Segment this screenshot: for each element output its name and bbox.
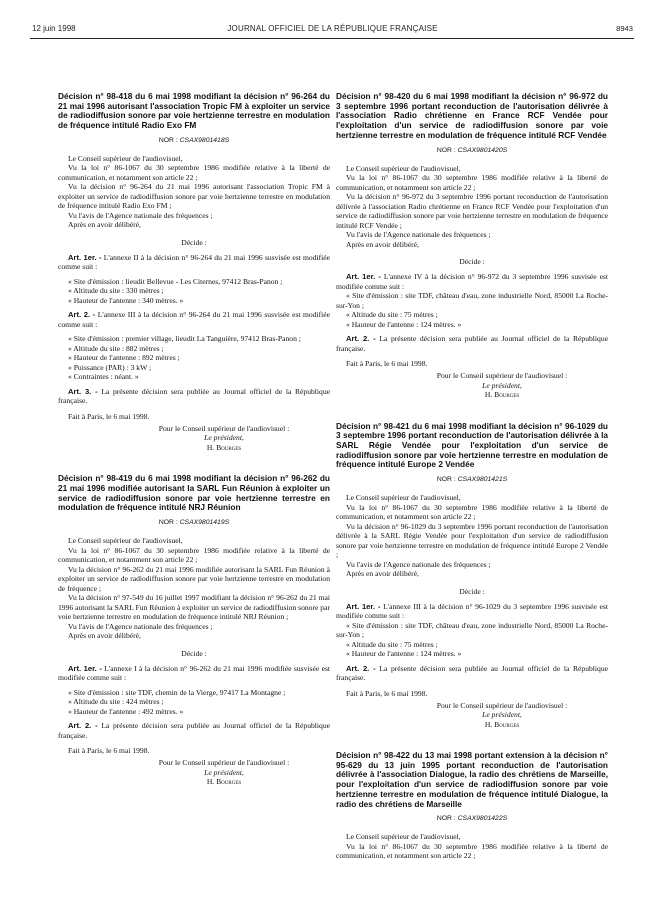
intro-line: Vu la loi n° 86-1067 du 30 septembre 1986 modifiée relative à la liberté de communication, et notamment son article 22 ; [336,841,608,861]
nor-reference [336,147,608,154]
decision-98-422 [336,751,608,861]
intro-line: Vu la décision n° 96-262 du 21 mai 1996 modifiée autorisant la SARL Fun Réunion à exploiter un service de radiodiffusion sonore par voie hertzienne terrestre en modulation de fréquence ; [58,564,330,593]
article-text: L'annexe III à la décision n° 96-264 du 21 mai 1996 susvisée est modifiée comme suit : [58,310,330,329]
article-1 [58,253,330,272]
header-rule [30,38,634,39]
article-item: « Puissance (PAR) : 3 kW ; [68,362,152,372]
intro-line: Le Conseil supérieur de l'audiovisuel, [346,832,461,842]
nor-label: NOR : [158,136,178,144]
signature-name: H. Bourges [484,719,520,729]
article-1 [58,664,330,683]
article-2 [336,664,608,683]
intro-line: Vu la loi n° 86-1067 du 30 septembre 1986 modifiée relative à la liberté de communication, et notamment son article 22 ; [58,545,330,565]
intro-line: Vu la loi n° 86-1067 du 30 septembre 1986 modifiée relative à la liberté de communication, et notamment son article 22 ; [58,163,330,182]
intro-line: Vu l'avis de l'Agence nationale des fréquences ; [68,210,213,220]
intro-line: Après en avoir délibéré, [346,569,419,579]
intro-line: Vu la décision n° 97-549 du 16 juillet 1997 modifiant la décision n° 96-262 du 21 mai 1996 autorisant la SARL Fun Réunion à exploiter un service de radiodiffusion sonore par voie hertzienne terrestre en modulation de fréquence intitulé NRJ Réunion ; [58,593,330,622]
signature-block [336,701,608,730]
article-2 [336,334,608,353]
article-text: La présente décision sera publiée au Journal officiel de la République française. [336,334,608,353]
decision-98-419 [58,474,330,786]
nor-code: CSAX9801419S [179,519,230,527]
article-label: Art. 2. - [68,310,96,320]
signed-date: Fait à Paris, le 6 mai 1998. [68,746,150,756]
article-2 [58,721,330,740]
decision-title: Décision n° 98-422 du 13 mai 1998 portant extension à la décision n° 95-629 du 13 juin 1995 portant reconduction de l'autorisation délivrée à l'association Dialogue, la radio des chrétiens de Marseille, pour l'exploitation d'un service de radiodiffusion sonore par voie hertzienne terrestre en modulation de fréquence intitulé Dialogue, la radio des chrétiens de Marseille [336,750,608,809]
nor-label: NOR : [436,146,456,154]
article-item: « Altitude du site : 330 mètres ; [68,286,164,296]
nor-code: CSAX9801420S [457,146,508,154]
article-text: L'annexe III à la décision n° 96-1029 du 3 septembre 1996 susvisée est modifiée comme suit : [336,601,608,621]
signature-role: Le président, [482,710,522,720]
signature-role: Le président, [204,433,244,443]
decision-title: Décision n° 98-418 du 6 mai 1998 modifiant la décision n° 96-264 du 21 mai 1996 autorisant l'association Tropic FM à exploiter un service de radiodiffusion sonore par voie hertzienne terrestre en modulation de fréquence intitulé Radio Exo FM [58,91,330,131]
article-item: « Altitude du site : 75 mètres ; [346,639,438,649]
signature-role: Le président, [204,767,244,777]
signature-name: H. Bourges [206,442,242,452]
left-column [58,92,330,809]
nor-reference [336,476,608,483]
intro-line: Vu l'avis de l'Agence nationale des fréquences ; [346,559,491,569]
intro-line: Le Conseil supérieur de l'audiovisuel, [68,153,183,163]
decision-title: Décision n° 98-421 du 6 mai 1998 modifiant la décision n° 96-1029 du 3 septembre 1996 portant reconduction de l'autorisation délivrée à la SARL Régie Vendée pour l'exploitation d'un service de radiodiffusion sonore par voie hertzienne terrestre en modulation de fréquence intitulé Europe 2 Vendée [336,420,608,470]
article-label: Art. 2. - [346,334,376,344]
article-label: Art. 1er. - [346,601,381,611]
intro-line: Vu la décision n° 96-264 du 21 mai 1996 autorisant l'association Tropic FM à exploiter un service de radiodiffusion sonore par voie hertzienne terrestre en modulation de fréquence intitulé Radio Exo FM ; [58,182,330,211]
signature-for: Pour le Conseil supérieur de l'audiovisuel : [158,423,290,433]
nor-reference [58,519,330,526]
decision-98-418 [58,92,330,452]
article-label: Art. 1er. - [68,252,102,262]
article-item: « Contraintes : néant. » [68,372,139,382]
decision-98-420 [336,92,608,400]
decision-title: Décision n° 98-419 du 6 mai 1998 modifiant la décision n° 96-262 du 21 mai 1996 modifiée autorisant la SARL Fun Réunion à exploiter un service de radiodiffusion sonore par voie hertzienne terrestre en modulation de fréquence intitulé NRJ Réunion [58,473,330,513]
signature-role: Le président, [482,380,522,390]
signed-date: Fait à Paris, le 6 mai 1998. [346,688,428,698]
signature-name: H. Bourges [206,777,242,787]
decide-heading: Décide : [181,648,207,658]
signed-date: Fait à Paris, le 6 mai 1998. [68,411,150,421]
article-item: « Hauteur de l'antenne : 124 mètres. » [346,649,462,659]
signature-name: H. Bourges [484,390,520,400]
article-item: « Site d'émission : premier village, lieudit La Tanguière, 97412 Bras-Panon ; [68,334,301,344]
decision-title: Décision n° 98-420 du 6 mai 1998 modifiant la décision n° 96-972 du 3 septembre 1996 portant reconduction de l'autorisation délivrée à l'association Radio chrétienne en France RCF Vendée pour l'exploitation d'un service de radiodiffusion sonore par voie hertzienne terrestre en modulation de fréquence intitulé RCF Vendée [336,91,608,140]
article-item: « Altitude du site : 424 mètres ; [68,697,164,707]
article-1 [336,272,608,291]
article-item: « Hauteur de l'antenne : 124 mètres. » [346,319,462,329]
article-label: Art. 2. - [68,721,98,731]
article-text: La présente décision sera publiée au Journal officiel de la République française. [336,663,608,683]
article-1 [336,602,608,621]
article-item: « Hauteur de l'antenne : 492 mètres. » [68,706,184,716]
article-label: Art. 2. - [346,663,376,673]
page-header [0,24,665,36]
decide-heading: Décide : [181,237,207,247]
nor-reference [58,137,330,144]
nor-label: NOR : [158,519,178,527]
article-3 [58,387,330,406]
nor-code: CSAX9801418S [179,136,230,144]
decision-98-421 [336,422,608,730]
article-item: « Altitude du site : 75 mètres ; [346,310,438,320]
article-item: « Site d'émission : lieudit Bellevue - Les Citernes, 97412 Bras-Panon ; [68,276,283,286]
signature-for: Pour le Conseil supérieur de l'audiovisuel : [436,371,568,381]
signature-block [336,371,608,400]
intro-line: Vu la décision n° 96-972 du 3 septembre 1996 portant reconduction de l'autorisation délivrée à l'association Radio chrétienne en France RCF Vendée pour l'exploitation d'un service de radiodiffusion sonore par voie hertzienne terrestre en modulation de fréquence intitulé RCF Vendée ; [336,192,608,230]
nor-label: NOR : [436,476,456,484]
article-text: L'annexe II à la décision n° 96-264 du 21 mai 1996 susvisée est modifiée comme suit : [58,252,331,272]
signature-block [58,758,330,787]
article-item: « Site d'émission : site TDF, château d'eau, zone industrielle Nord, 85000 La Roche-sur-Yon ; [336,620,608,640]
intro-line: Le Conseil supérieur de l'audiovisuel, [346,493,461,503]
article-item: « Site d'émission : site TDF, chemin de la Vierge, 97417 La Montagne ; [68,687,286,697]
nor-reference [336,815,608,822]
intro-line: Le Conseil supérieur de l'audiovisuel, [68,536,183,546]
article-text: La présente décision sera publiée au Journal officiel de la République française. [58,386,330,406]
intro-line: Vu la loi n° 86-1067 du 30 septembre 1986 modifiée relative à la liberté de communication, et notamment son article 22 ; [336,502,608,522]
decide-heading: Décide : [459,586,485,596]
signature-for: Pour le Conseil supérieur de l'audiovisuel : [158,758,290,768]
signature-for: Pour le Conseil supérieur de l'audiovisuel : [436,700,568,710]
intro-line: Vu la décision n° 96-1029 du 3 septembre 1996 portant reconduction de l'autorisation délivrée à la SARL Régie Vendée pour l'exploitation d'un service de radiodiffusion sonore par voie hertzienne terrestre en modulation de fréquence intitulé Europe 2 Vendée ; [336,521,608,560]
signed-date: Fait à Paris, le 6 mai 1998. [346,359,428,369]
article-text: L'annexe IV à la décision n° 96-972 du 3 septembre 1996 susvisée est modifiée comme suit : [336,272,609,291]
right-column [336,92,608,883]
decide-heading: Décide : [459,257,485,267]
article-item: « Altitude du site : 882 mètres ; [68,343,164,353]
article-item: « Hauteur de l'antenne : 340 mètres. » [68,295,184,305]
nor-code: CSAX9801422S [457,815,508,823]
intro-line: Après en avoir délibéré, [346,239,419,249]
intro-line: Vu l'avis de l'Agence nationale des fréquences ; [68,621,213,631]
article-2 [58,310,330,329]
article-text: La présente décision sera publiée au Journal officiel de la République française. [58,721,330,740]
article-label: Art. 3. - [68,386,98,396]
journal-title: JOURNAL OFFICIEL DE LA RÉPUBLIQUE FRANÇAISE [227,24,438,33]
intro-line: Vu la loi n° 86-1067 du 30 septembre 1986 modifiée relative à la liberté de communication, et notamment son article 22 ; [336,173,608,192]
nor-label: NOR : [436,815,456,823]
intro-line: Après en avoir délibéré, [68,220,141,230]
intro-line: Vu l'avis de l'Agence nationale des fréquences ; [346,230,491,240]
article-item: « Site d'émission : site TDF, château d'eau, zone industrielle Nord, 85000 La Roche-sur-Yon ; [336,291,608,310]
page-number: 8943 [616,24,633,33]
article-item: « Hauteur de l'antenne : 892 mètres ; [68,353,180,363]
article-label: Art. 1er. - [346,272,381,282]
intro-line: Le Conseil supérieur de l'audiovisuel, [346,163,461,173]
intro-line: Après en avoir délibéré, [68,631,141,641]
article-text: L'annexe I à la décision n° 96-262 du 21 mai 1996 modifiée susvisée est modifiée comme suit : [58,663,331,683]
article-label: Art. 1er. - [68,663,102,673]
nor-code: CSAX9801421S [457,476,508,484]
issue-date: 12 juin 1998 [32,24,76,33]
signature-block [58,424,330,453]
